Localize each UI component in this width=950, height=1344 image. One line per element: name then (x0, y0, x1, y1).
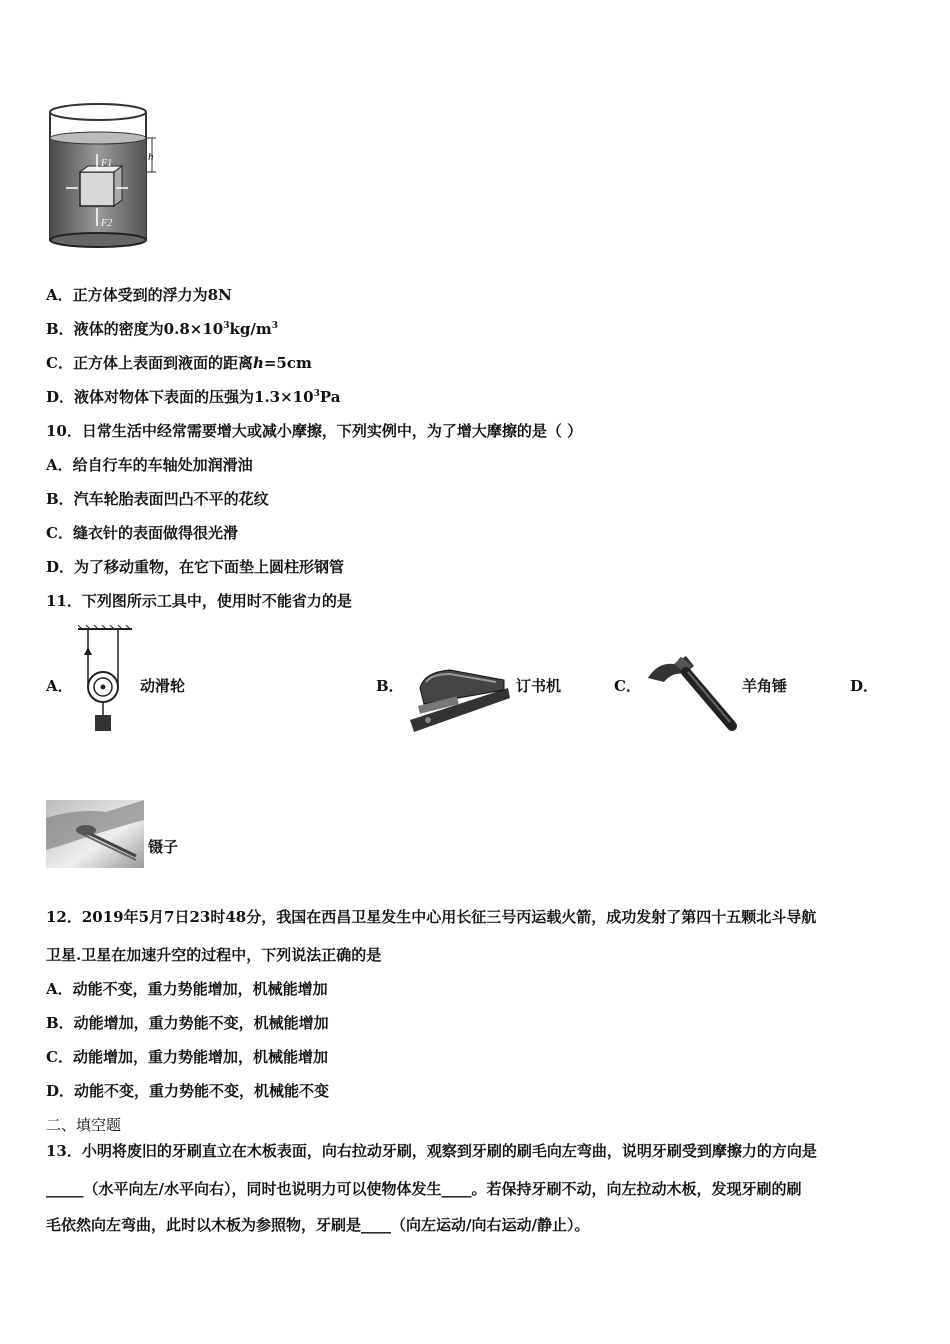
q9-option-d: D．液体对物体下表面的压强为$1.3\times 10^3Pa$ (46, 388, 341, 406)
label-h: h (148, 151, 154, 163)
stapler-image (404, 658, 514, 736)
section-title-fill-in: 二、填空题 (46, 1116, 122, 1134)
q10-option-d: D．为了移动重物，在它下面垫上圆柱形钢管 (46, 558, 345, 576)
q11-option-d-label: 镊子 (148, 838, 179, 856)
q12-option-d: D．动能不变，重力势能不变，机械能不变 (46, 1082, 330, 1100)
q12-stem-line1: 12．2019年5月7日23时48分，我国在西昌卫星发生中心用长征三号丙运载火箭，成功发射了第四十五颗北斗导航 (46, 908, 817, 926)
q13-line3: 毛依然向左弯曲，此时以木板为参照物，牙刷是____（向左运动/向右运动/静止）。 (46, 1216, 590, 1234)
q11-option-c-letter: C． (614, 677, 641, 695)
q10-option-c: C．缝衣针的表面做得很光滑 (46, 524, 238, 542)
tweezers-image (46, 800, 144, 868)
q11-option-b-label: 订书机 (516, 677, 562, 695)
q11-option-a-label: 动滑轮 (140, 677, 186, 695)
q11-option-b-letter: B． (376, 677, 404, 695)
label-f1: F1 (101, 158, 113, 169)
q10-option-b: B．汽车轮胎表面凹凸不平的花纹 (46, 490, 269, 508)
q9-option-a: A．正方体受到的浮力为8N (46, 286, 232, 304)
q9-option-c: C．正方体上表面到液面的距离h=5cm (46, 354, 312, 372)
q12-option-b: B．动能增加，重力势能不变，机械能增加 (46, 1014, 329, 1032)
q13-line1: 13．小明将废旧的牙刷直立在木板表面，向右拉动牙刷，观察到牙刷的刷毛向左弯曲，说明牙刷受到摩擦力的方向是 (46, 1142, 817, 1160)
q12-option-a: A．动能不变，重力势能增加，机械能增加 (46, 980, 328, 998)
q9-option-b: B．液体的密度为$0.8\times 10^3kg/m^3$ (46, 320, 278, 338)
q10-option-a: A．给自行车的车轴处加润滑油 (46, 456, 253, 474)
q10-stem: 10．日常生活中经常需要增大或减小摩擦，下列实例中，为了增大摩擦的是（ ） (46, 422, 583, 440)
q11-option-a-letter: A． (46, 677, 73, 695)
claw-hammer-image (644, 652, 742, 736)
q11-option-c-label: 羊角锤 (742, 677, 788, 695)
q11-stem: 11．下列图所示工具中，使用时不能省力的是 (46, 592, 352, 610)
q12-stem-line2: 卫星.卫星在加速升空的过程中，下列说法正确的是 (46, 946, 382, 964)
beaker-cube-figure (44, 100, 159, 250)
q13-line2: _____（水平向左/水平向右），同时也说明力可以使物体发生____。若保持牙刷不动，向左拉动木板，发现牙刷的刷 (46, 1180, 802, 1198)
q11-option-d-letter: D． (850, 677, 879, 695)
pulley-image (74, 625, 136, 737)
label-f2: F2 (101, 218, 113, 229)
q12-option-c: C．动能增加，重力势能增加，机械能增加 (46, 1048, 328, 1066)
